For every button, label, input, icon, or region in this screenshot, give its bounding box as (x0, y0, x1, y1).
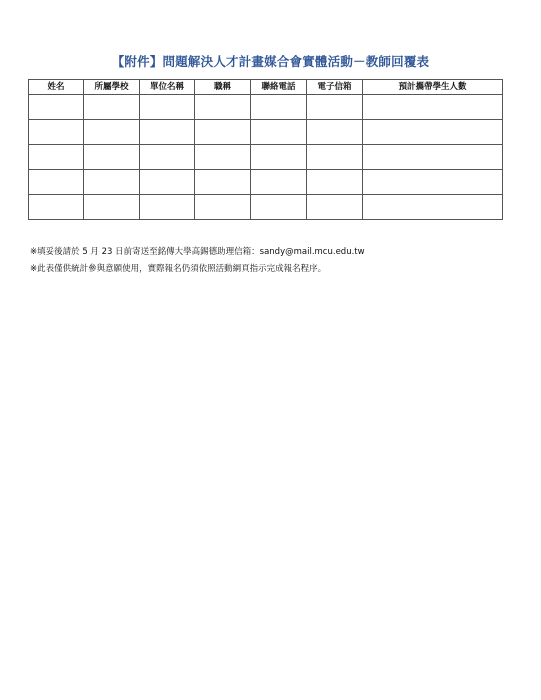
table-cell[interactable] (29, 195, 84, 220)
note-deadline: ※填妥後請於 5 月 23 日前寄送至銘傳大學高錫德助理信箱：sandy@mail.mcu.edu.tw (30, 247, 365, 257)
table-cell[interactable] (29, 95, 84, 120)
table-cell[interactable] (363, 145, 503, 170)
table-cell[interactable] (307, 145, 363, 170)
table-cell[interactable] (251, 145, 307, 170)
table-cell[interactable] (29, 120, 84, 145)
table-row (29, 170, 503, 195)
table-cell[interactable] (195, 195, 251, 220)
page-title: 【附件】問題解決人才計畫媒合會實體活動－教師回覆表 (111, 54, 430, 69)
table-cell[interactable] (307, 95, 363, 120)
header-name: 姓名 (29, 80, 84, 95)
table-header-row (29, 80, 503, 95)
table-row (29, 120, 503, 145)
table-cell[interactable] (195, 170, 251, 195)
header-unit: 單位名稱 (140, 80, 195, 95)
table-cell[interactable] (140, 145, 195, 170)
header-phone: 聯絡電話 (251, 80, 307, 95)
header-position: 職稱 (195, 80, 251, 95)
table-cell[interactable] (251, 170, 307, 195)
table-row (29, 145, 503, 170)
table-cell[interactable] (195, 145, 251, 170)
table-cell[interactable] (140, 95, 195, 120)
table-cell[interactable] (84, 120, 140, 145)
table-cell[interactable] (29, 170, 84, 195)
table-row (29, 95, 503, 120)
table-cell[interactable] (307, 170, 363, 195)
header-email: 電子信箱 (307, 80, 363, 95)
note-disclaimer: ※此表僅供統計參與意願使用，實際報名仍須依照活動網頁指示完成報名程序。 (30, 264, 327, 274)
table-cell[interactable] (363, 195, 503, 220)
table-row (29, 195, 503, 220)
table-cell[interactable] (307, 195, 363, 220)
notes-section (30, 244, 520, 278)
header-school: 所屬學校 (84, 80, 140, 95)
table-cell[interactable] (84, 170, 140, 195)
table-cell[interactable] (307, 120, 363, 145)
table-cell[interactable] (251, 95, 307, 120)
table-cell[interactable] (251, 120, 307, 145)
table-cell[interactable] (84, 145, 140, 170)
table-cell[interactable] (29, 145, 84, 170)
table-cell[interactable] (140, 120, 195, 145)
table-cell[interactable] (140, 195, 195, 220)
table-cell[interactable] (251, 195, 307, 220)
table-cell[interactable] (363, 170, 503, 195)
table-cell[interactable] (84, 95, 140, 120)
reply-form-table (28, 79, 503, 220)
table-cell[interactable] (140, 170, 195, 195)
table-cell[interactable] (363, 95, 503, 120)
header-student-count: 預計攜帶學生人數 (363, 80, 503, 95)
table-cell[interactable] (195, 120, 251, 145)
table-cell[interactable] (195, 95, 251, 120)
table-cell[interactable] (84, 195, 140, 220)
table-cell[interactable] (363, 120, 503, 145)
